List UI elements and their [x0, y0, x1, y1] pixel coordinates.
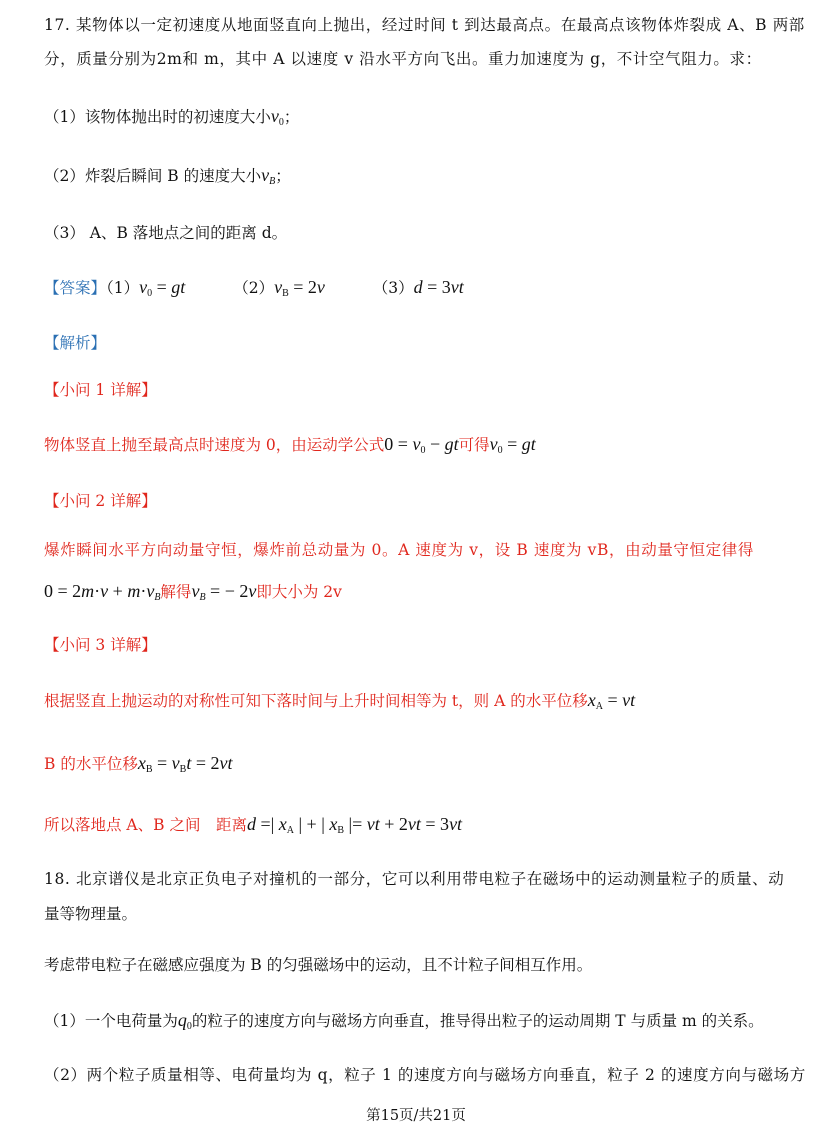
q17-part-3: （3） A、B 落地点之间的距离 d。	[44, 224, 288, 242]
formula-vB: $v_B$	[261, 165, 276, 187]
sub3-text: 根据竖直上抛运动的对称性可知下落时间与上升时间相等为 t，则 A 的水平位移	[44, 692, 588, 710]
formula-v0: $v_0$	[270, 106, 284, 128]
analysis-tag: 【解析】	[44, 334, 107, 352]
q17-part-2: （2）炸裂后瞬间 B 的速度大小$v_B$；	[44, 165, 291, 187]
q18-part-1-b: 的粒子的速度方向与磁场方向垂直，推导得出粒子的运动周期 T 与质量 m 的关系。	[191, 1012, 764, 1030]
answer-1-label: （1）	[106, 279, 140, 297]
q17-answer	[44, 276, 802, 305]
sub3-formula-xB: $x_B = v_Bt = 2vt$	[137, 753, 233, 775]
sub1-tag: 【小问 1 详解】	[44, 381, 157, 399]
q17-part-1: （1）该物体抛出时的初速度大小$v_0$；	[44, 106, 300, 128]
q18-condition: 考虑带电粒子在磁感应强度为 B 的匀强磁场中的运动，且不计粒子间相互作用。	[44, 956, 593, 974]
answer-1-formula: $v_0$ = gt	[139, 277, 186, 299]
q18-part-2: （2）两个粒子质量相等、电荷量均为 q，粒子 1 的速度方向与磁场方向垂直，粒子 2 的速度方向与磁场方	[44, 1066, 806, 1084]
answer-3-formula: d = 3vt	[413, 277, 464, 297]
q18-part-1	[44, 1009, 802, 1038]
sub3-line-2	[44, 752, 802, 781]
formula-q0: $q_0$	[177, 1010, 192, 1032]
answer-tag: 【答案】	[44, 279, 107, 297]
sub3-tag: 【小问 3 详解】	[44, 636, 157, 654]
q18-stem-line-2: 量等物理量。	[44, 905, 138, 923]
sub3-formula-d: d =| $x_A$ | + | $x_B$ |= vt + 2vt = 3vt	[246, 814, 463, 836]
answer-3-label: （3）	[372, 279, 414, 297]
sub3-line-3	[44, 813, 802, 842]
q18-part-1-a: （1）一个电荷量为	[44, 1012, 178, 1030]
page-footer: 第15页/共21页	[366, 1108, 466, 1124]
sub2-formula-1: $0 = 2m\cdot v + m\cdot v_B$	[44, 581, 161, 603]
sub3-formula-xA: $x_A$ = vt	[587, 690, 636, 712]
q17-part-1-text: （1）该物体抛出时的初速度大小	[44, 108, 271, 126]
sub2-tag: 【小问 2 详解】	[44, 492, 157, 510]
sub1-solution	[44, 433, 802, 462]
sub2-mid-2: 即大小为 2v	[256, 583, 342, 601]
answer-2-formula: $v_B = 2v$	[274, 277, 325, 299]
sub1-formula-2: $v_0$ = gt	[489, 434, 536, 456]
sub2-formula-2: $v_B$ = − 2v	[191, 581, 257, 603]
sub3-c-text: 所以落地点 A、B 之间 距离	[44, 816, 247, 834]
sub1-formula-1: $0 = v_0$ − gt	[384, 434, 459, 456]
sub1-text: 物体竖直上抛至最高点时速度为 0，由运动学公式	[44, 436, 385, 454]
q17-stem-line-1: 17. 某物体以一定初速度从地面竖直向上抛出，经过时间 t 到达最高点。在最高点该物体炸裂成 A、B 两部	[44, 16, 805, 34]
q18-stem-line-1: 18. 北京谱仪是北京正负电子对撞机的一部分，它可以利用带电粒子在磁场中的运动测量粒子的质量、动	[44, 870, 785, 888]
sub2-mid-1: 解得	[160, 583, 192, 601]
sub2-solution	[44, 580, 802, 609]
q17-part-2-text: （2）炸裂后瞬间 B 的速度大小	[44, 167, 262, 185]
sub3-b-text: B 的水平位移	[44, 755, 138, 773]
answer-2-label: （2）	[233, 279, 275, 297]
q17-stem-line-2: 分，质量分别为2m和 m，其中 A 以速度 v 沿水平方向飞出。重力加速度为 g，不计空气阻力。求：	[44, 50, 762, 68]
sub2-text: 爆炸瞬间水平方向动量守恒，爆炸前总动量为 0。A 速度为 v，设 B 速度为 vB，由动量守恒定律得	[44, 541, 754, 559]
sub1-mid: 可得	[458, 436, 490, 454]
sub3-line-1	[44, 689, 802, 718]
